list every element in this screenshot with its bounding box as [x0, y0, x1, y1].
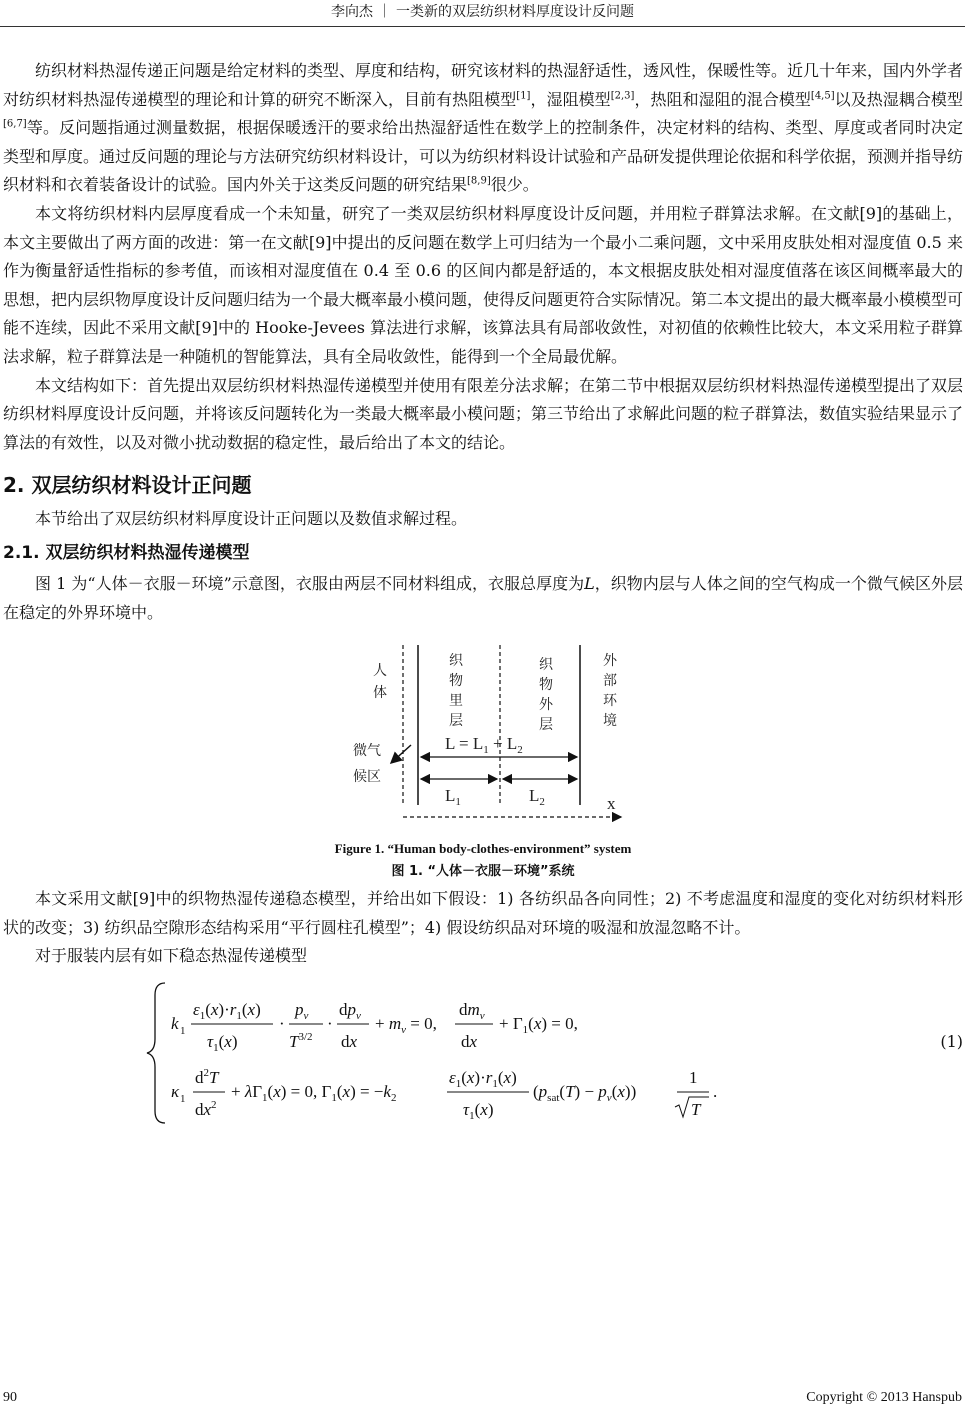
page-number: 90 — [3, 1390, 17, 1405]
label-l1: $L_1$ — [445, 786, 461, 809]
paragraph-model-intro: 对于服装内层有如下稳态热湿传递模型 — [35, 946, 308, 966]
running-header: 李向杰 ｜ 一类新的双层纺织材料厚度设计反问题 — [331, 4, 634, 20]
paragraph-contribution: 本文将纺织材料内层厚度看成一个未知量，研究了一类双层纺织材料厚度设计反问题，并用粒子群算法求解。在文献[9]的基础上，本文主要做出了两方面的改进：第一在文献[9]中提出的反问题在数学上可归结为一个最小二乘问题，文中采用皮肤处相对湿度值 0.5 来作为衡量舒适性指标的参考值，而该相对湿度值在 0.4 至 0.6 的区间内都是舒适的，本文根据皮肤处相对湿度值落在该区间概率最大的思想，把内层织物厚度设计反问题归结为一个最大概率最小模问题，使得反问题更符合实际情况。第二本文提出的最大概率最小模模型可能不连续，因此不采用文献[9]中的 Hooke-Jevees 算法进行求解，该算法具有局部收敛性，对初值的依赖性比较大，本文采用粒子群算法求解，粒子群算法是一种随机的智能算法，具有全局收敛性，能得到一个全局最优解。 — [3, 203, 964, 366]
micro-climate-arrow — [391, 745, 411, 763]
text-run: 图 1 为“人体－衣服－环境”示意图，衣服由两层不同材料组成，衣服总厚度为 — [35, 573, 585, 593]
page-footer — [0, 1386, 965, 1414]
equation-formula — [143, 977, 763, 1127]
label-env-2: 部 — [603, 673, 617, 690]
svg-text:dpv: $dp_v$ — [339, 999, 361, 1022]
math-var: L — [584, 573, 595, 593]
label-inner-3: 里 — [449, 693, 463, 710]
svg-text:T: T — [691, 1099, 701, 1119]
svg-text:τ1(x): $\tau_1(x)$ — [463, 1099, 494, 1122]
svg-text:1: 1 — [180, 1024, 186, 1037]
svg-text:ε1(x)·r1(x): $\varepsilon_1(x)\cdot r_1(x)$ — [193, 999, 261, 1022]
label-micro-2: 候区 — [353, 769, 381, 786]
header-rule — [0, 26, 965, 27]
label-env-4: 境 — [603, 713, 617, 730]
citation-ref[interactable]: [4,5] — [810, 90, 835, 102]
citation-ref[interactable]: [6,7] — [3, 118, 27, 130]
label-outer-2: 物 — [539, 677, 553, 694]
equation-1 — [3, 977, 963, 1127]
svg-text:τ1(x): $\tau_1(x)$ — [207, 1031, 238, 1054]
article-body — [3, 57, 963, 1127]
paragraph-intro — [3, 57, 963, 200]
text-run: ，热阻和湿阻的混合模型 — [634, 89, 811, 109]
svg-text:dmv: $dm_v$ — [459, 999, 485, 1022]
label-outer-4: 层 — [539, 717, 553, 734]
text-run: ，湿阻模型 — [530, 89, 611, 109]
svg-text:κ: κ — [171, 1081, 180, 1101]
label-l2: $L_2$ — [529, 786, 545, 809]
label-outer-1: 织 — [539, 657, 553, 674]
text-run: ，织物内层与人体之间的空气构成一个微气候区外层在稳定的外界环境中。 — [3, 573, 963, 622]
svg-text:.: . — [713, 1081, 718, 1101]
figure-caption-chinese: 图 1. “人体－衣服－环境”系统 — [391, 864, 575, 880]
figure-diagram — [333, 645, 633, 835]
figure-1 — [3, 645, 963, 885]
label-body-1: 人 — [373, 663, 387, 680]
label-micro-1: 微气 — [353, 743, 381, 760]
citation-ref[interactable]: [1] — [516, 90, 531, 102]
label-inner-2: 物 — [449, 673, 463, 690]
text-run: 纺织材料热湿传递正问题是给定材料的类型、厚度和结构，研究该材料的热湿舒适性，透风性，保暖性等。近几十年来，国内外学者对纺织材料热湿传递模型的理论和计算的研究不断深入，目前有热阻模型 — [3, 61, 964, 109]
label-inner-4: 层 — [449, 713, 463, 730]
paragraph-figure-intro — [3, 570, 963, 627]
label-x-axis: x — [607, 794, 616, 814]
svg-text:+ mv = 0,: + $m_v = 0$, — [375, 1013, 437, 1036]
svg-text:T3/2: $T^{3/2}$ — [289, 1030, 313, 1051]
copyright-notice: Copyright © 2013 Hanspub — [806, 1390, 962, 1405]
svg-text:1: 1 — [689, 1067, 698, 1087]
label-env-3: 环 — [603, 693, 617, 710]
svg-text:pv: $p_v$ — [295, 999, 309, 1022]
svg-text:dx: dx — [461, 1031, 478, 1051]
citation-ref[interactable]: [2,3] — [610, 90, 635, 102]
svg-text:+ Γ1(x) = 0,: + $\Gamma_1(x) = 0$, — [499, 1013, 578, 1036]
paragraph-structure: 本文结构如下：首先提出双层纺织材料热湿传递模型并使用有限差分法求解；在第二节中根据双层纺织材料热湿传递模型提出了双层纺织材料厚度设计反问题，并将该反问题转化为一类最大概率最小模问题；第三节给出了求解此问题的粒子群算法，数值实验结果显示了算法的有效性，以及对微小扰动数据的稳定性，最后给出了本文的结论。 — [3, 375, 964, 452]
text-run: 等。反问题指通过测量数据，根据保暖透汗的要求给出热湿舒适性在数学上的控制条件，决定材料的结构、类型、厚度或者同时决定类型和厚度。通过反问题的理论与方法研究纺织材料设计，可以为纺织材料设计试验和产品研发提供理论依据和科学依据，预测并指导纺织材料和衣着装备设计的试验。国内外关于这类反问题的研究结果 — [3, 118, 964, 195]
label-env-1: 外 — [603, 653, 617, 670]
text-run: 很少。 — [490, 175, 539, 195]
svg-text:d2T: $d^2T$ — [195, 1066, 219, 1087]
svg-text:+ λΓ1(x) = 0, Γ1(x) = −k2: + $\lambda\Gamma_1(x) = 0$, $\Gamma_1(x) = -k_2$ — [231, 1081, 397, 1104]
subsection-heading-2-1: 2.1. 双层纺织材料热湿传递模型 — [3, 542, 250, 563]
label-body-2: 体 — [373, 685, 387, 702]
label-total-thickness: $L = L_1 + L_2$ — [445, 734, 523, 757]
svg-text:(psat(T) − pv(x)): $(p_{sat}(T) - p_v(x))$ — [533, 1081, 637, 1104]
equation-number: (1) — [940, 1031, 963, 1051]
svg-text:·: · — [279, 1013, 285, 1033]
svg-text:k: k — [171, 1013, 179, 1033]
text-run: 以及热湿耦合模型 — [834, 89, 963, 109]
svg-text:dx: dx — [341, 1031, 358, 1051]
citation-ref[interactable]: [8,9] — [467, 176, 491, 188]
svg-text:1: 1 — [180, 1092, 186, 1105]
figure-caption-english: Figure 1. “Human body-clothes-environment” system — [334, 841, 632, 857]
svg-text:·: · — [327, 1013, 333, 1033]
paragraph-model-assumptions: 本文采用文献[9]中的织物热湿传递稳态模型，并给出如下假设：1) 各纺织品各向同性；2) 不考虑温度和湿度的变化对纺织材料形状的改变；3) 纺织品空隙形态结构采用“平行圆柱孔模型”；4) 假设纺织品对环境的吸湿和放湿忽略不计。 — [3, 889, 963, 937]
label-inner-1: 织 — [449, 653, 463, 670]
section-heading-2: 2. 双层纺织材料设计正问题 — [3, 473, 252, 498]
paragraph-section-intro: 本节给出了双层纺织材料厚度设计正问题以及数值求解过程。 — [35, 509, 468, 529]
svg-text:dx2: $dx^2$ — [195, 1098, 217, 1119]
svg-text:ε1(x)·r1(x): $\varepsilon_1(x)\cdot r_1(x)$ — [449, 1067, 517, 1090]
label-outer-3: 外 — [539, 697, 553, 714]
